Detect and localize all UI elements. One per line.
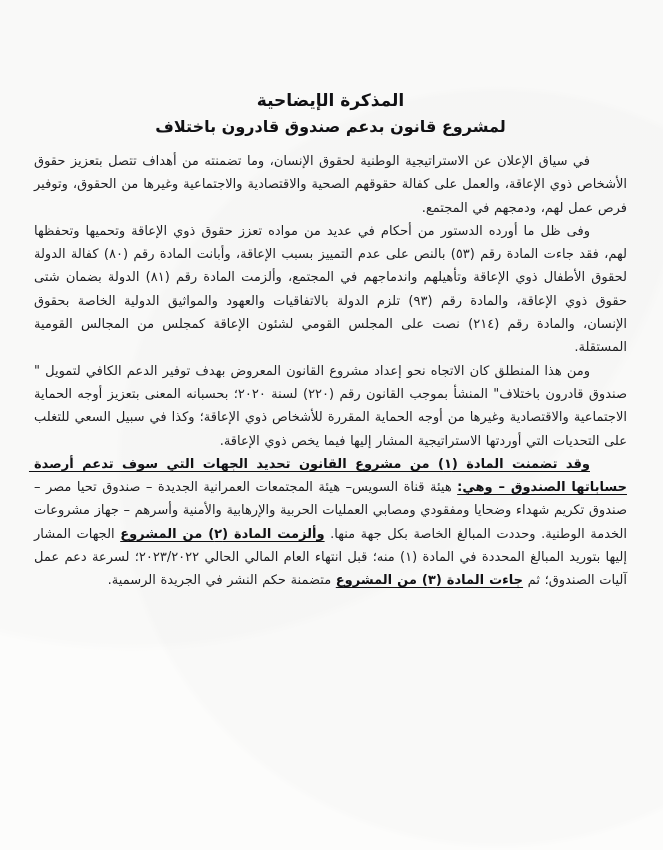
memo-title: المذكرة الإيضاحية (256, 91, 405, 111)
paragraph-law-articles (28, 453, 627, 593)
text-segment: ومن هذا المنطلق كان الاتجاه نحو إعداد مشروع القانون المعروض بهدف توفير الدعم الكافي لتمويل " صندوق قادرون باختلاف" المنشأ بموجب القانون رقم (٢٢٠) لسنة ٢٠٢٠؛ بحسبانه المعنى بتعزيز أوجه الحماية الاجتماعية والاقتصادية وغيرها من أوجه الحماية المقررة للأشخاص ذوي الإعاقة؛ وكذا في سبيل السعي للتغلب على التحديات التي أوردتها الاستراتيجية المشار إليها فيما يخص ذوي الإعاقة. (29, 363, 627, 449)
text-segment: الجهات المشار إليها بتوريد المبالغ المحددة في المادة (١) منه؛ قبل انتهاء العام المالي الحالي ٢٠٢٣/٢٠٢٢؛ لسرعة دعم عمل آليات الصندوق؛ ثم (29, 526, 627, 589)
text-segment-article-2: وألزمت المادة (٢) من المشروع (120, 526, 325, 542)
text-segment: هيئة قناة السويس– هيئة المجتمعات العمرانية الجديدة – صندوق تحيا مصر – صندوق تكريم شهداء وضحايا ومفقودي ومصابي العمليات الحربية والإرهابية والأمنية وأسرهم – جهاز مشروعات الخدمة الوطنية. وحددت المبالغ الخاصة بكل جهة منها. (29, 480, 627, 542)
text-segment: متضمنة حكم النشر في الجريدة الرسمية. (107, 573, 336, 589)
text-segment-article-1: وقد تضمنت المادة (١) من مشروع القانون تحديد الجهات التي سوف تدعم أرصدة حساباتها الصندوق – وهي: (28, 456, 627, 496)
paragraph-constitution-articles (29, 220, 628, 360)
text-segment: وفى ظل ما أورده الدستور من أحكام في عديد من مواده تعزز حقوق ذوي الإعاقة وتحميها وتحفظها لهم، فقد جاءت المادة رقم (٥٣) بالنص على عدم التمييز بسبب الإعاقة، وأبانت المادة رقم (٨٠) كفالة الدولة لحقوق الأطفال ذوي الإعاقة وتأهيلهم واندماجهم في المجتمع، وألزمت المادة رقم (٨١) الدولة بضمان شتى حقوق ذوي الإعاقة، والمادة رقم (٩٣) تلزم الدولة بالاتفاقيات والعهود والمواثيق الدولية الخاصة بحقوق الإنسان، والمادة رقم (٢١٤) نصت على المجلس القومي لشئون الإعاقة كمجلس من المجالس القومية المستقلة. (29, 223, 628, 356)
paragraph-strategy-context (29, 150, 627, 220)
memo-content (28, 88, 628, 593)
text-segment: في سياق الإعلان عن الاستراتيجية الوطنية لحقوق الإنسان، وما تضمنته من أهداف تتصل بتعزيز حقوق الأشخاص ذوي الإعاقة، والعمل على كفالة حقوقهم الصحية والاقتصادية والاجتماعية وغيرها من الحقوق، وتوفير فرص عمل لهم، ودمجهم في المجتمع. (29, 154, 627, 216)
paragraph-fund-purpose (29, 360, 627, 453)
text-segment-article-3: جاءت المادة (٣) من المشروع (335, 573, 524, 589)
memo-subtitle: لمشروع قانون بدعم صندوق قادرون باختلاف (155, 117, 506, 136)
